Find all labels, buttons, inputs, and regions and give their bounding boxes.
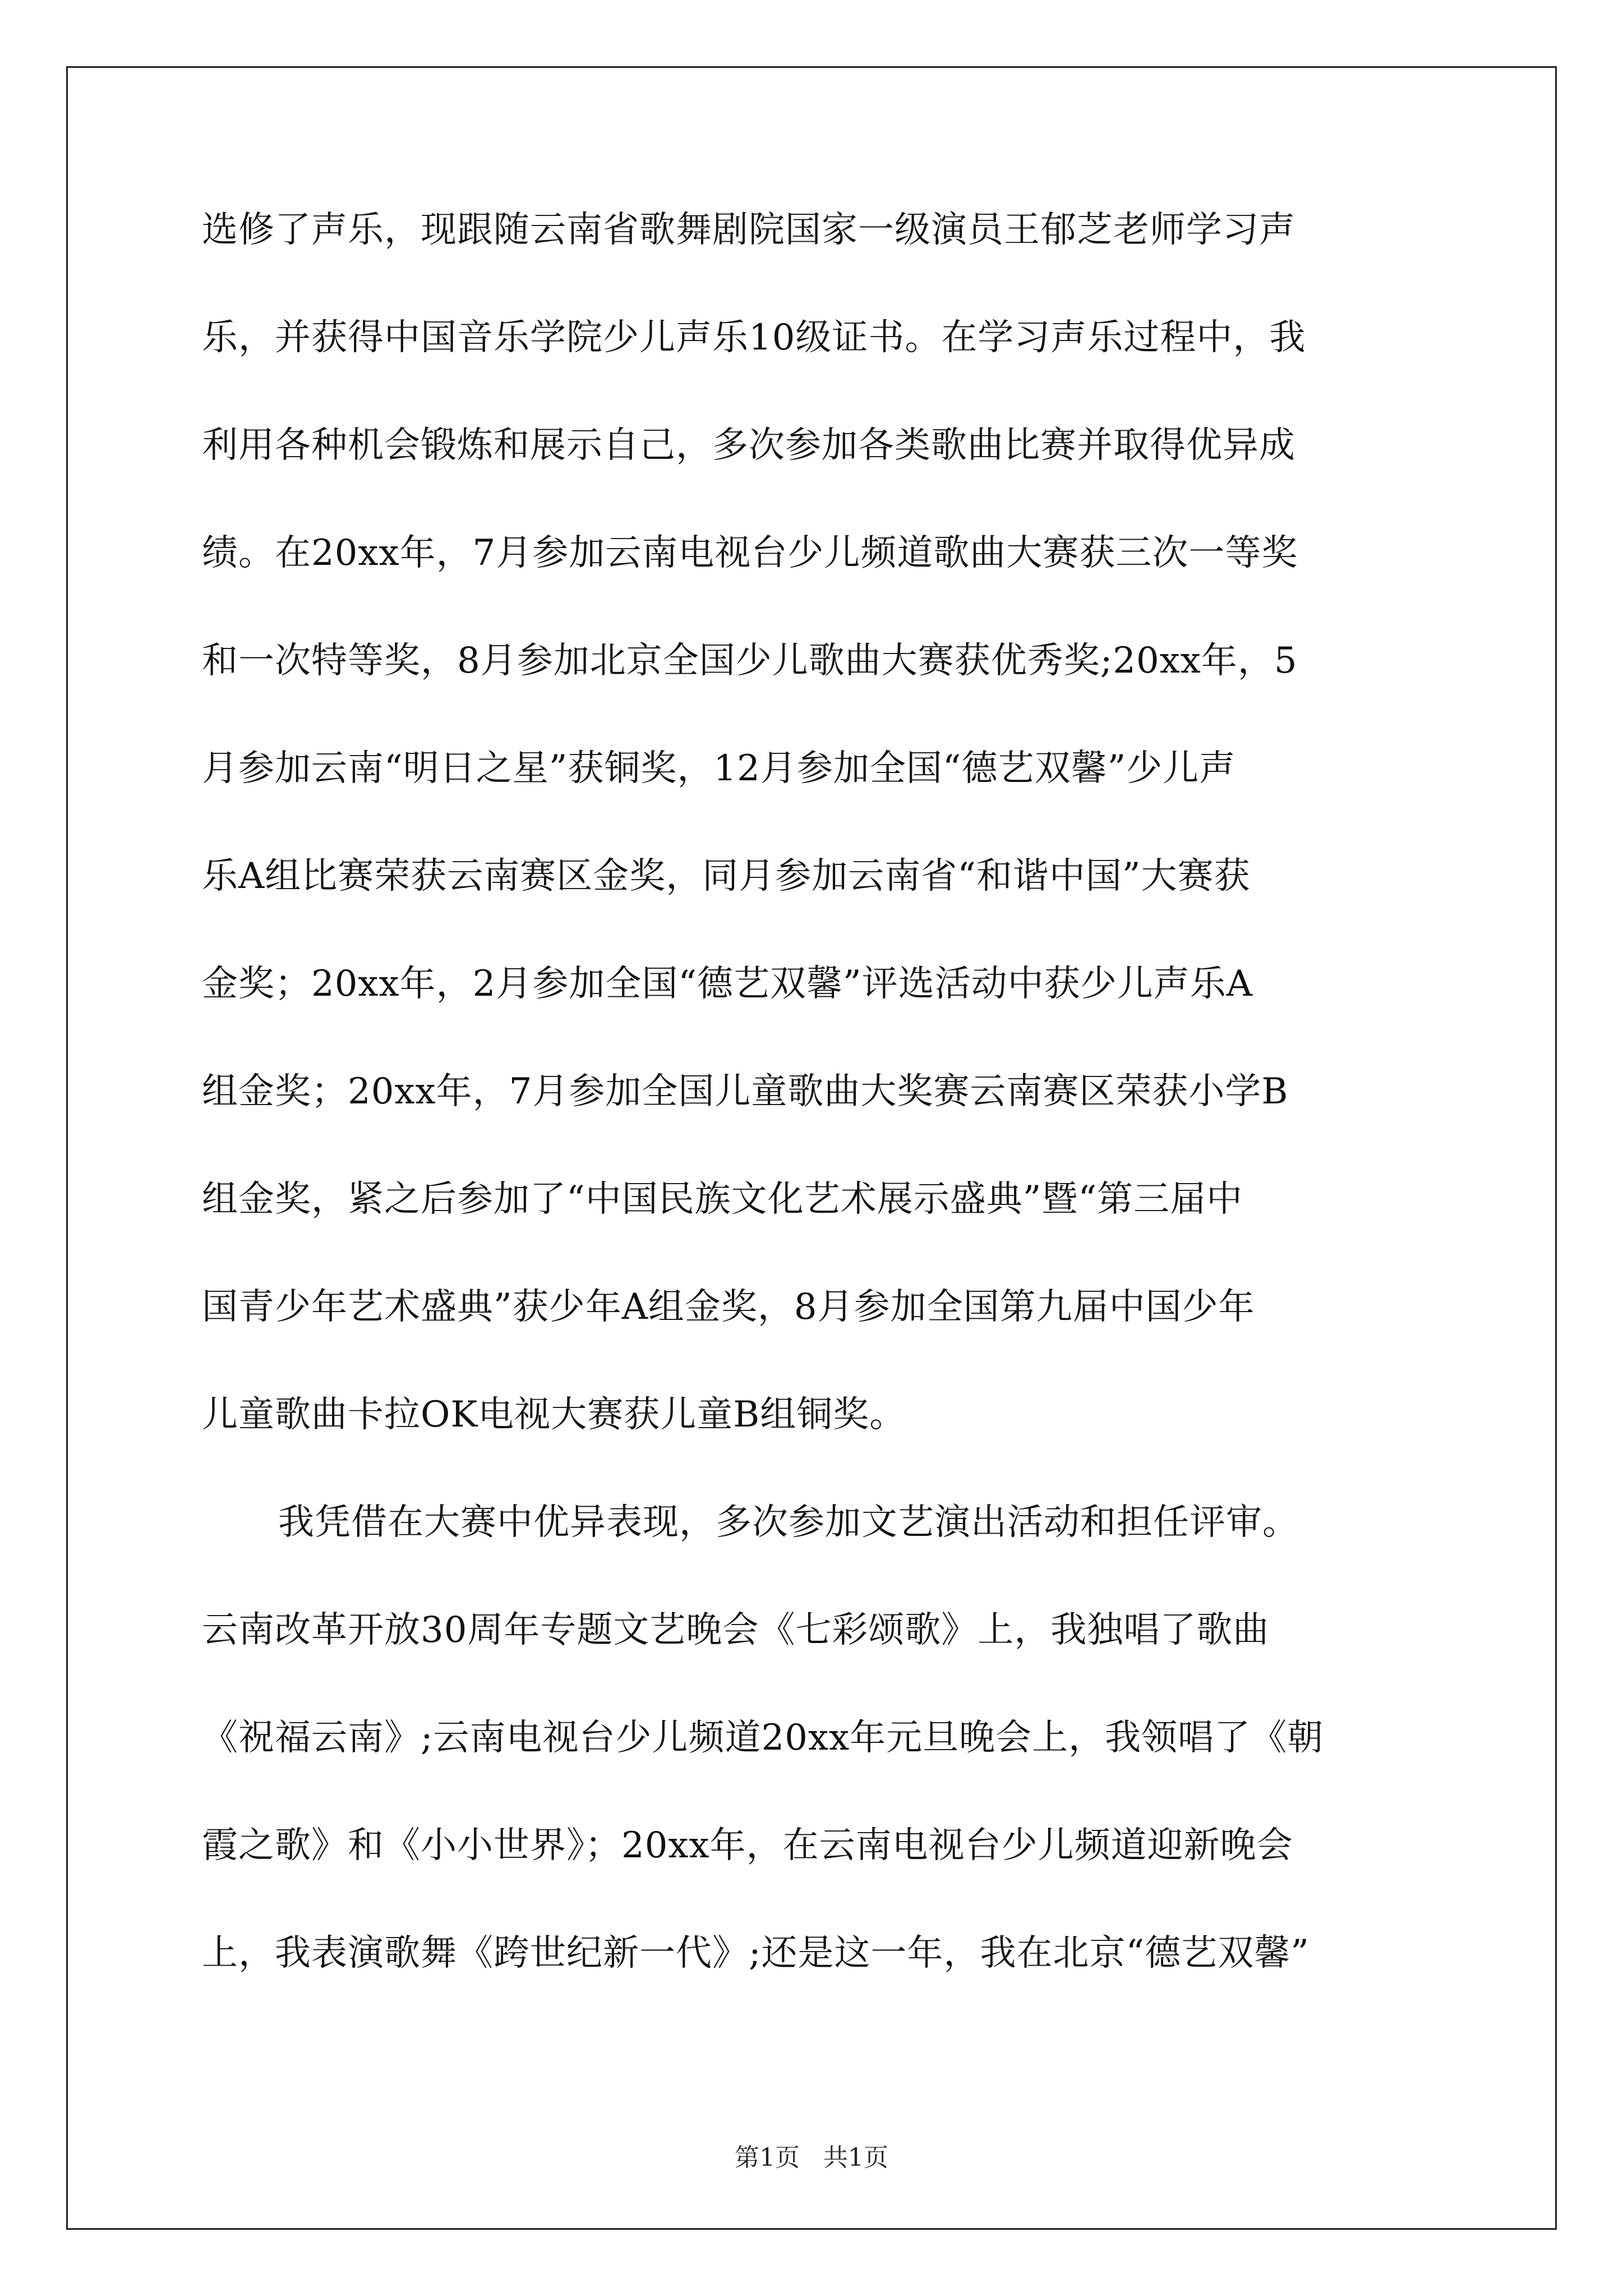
text-line: 儿童歌曲卡拉OK电视大赛获儿童B组铜奖。 bbox=[202, 1394, 906, 1435]
text-line: 选修了声乐，现跟随云南省歌舞剧院国家一级演员王郁芝老师学习声 bbox=[202, 209, 1295, 251]
text-line: 霞之歌》和《小小世界》；20xx年，在云南电视台少儿频道迎新晚会 bbox=[202, 1825, 1293, 1866]
text-line: 月参加云南“明日之星”获铜奖，12月参加全国“德艺双馨”少儿声 bbox=[202, 748, 1236, 789]
page-number: 第1页 bbox=[735, 2143, 800, 2172]
text-line: 和一次特等奖，8月参加北京全国少儿歌曲大赛获优秀奖;20xx年，5 bbox=[202, 640, 1298, 682]
text-line: 绩。在20xx年，7月参加云南电视台少儿频道歌曲大赛获三次一等奖 bbox=[202, 532, 1298, 574]
text-line: 组金奖，紧之后参加了“中国民族文化艺术展示盛典”暨“第三届中 bbox=[202, 1179, 1243, 1220]
paragraph-start-line: 我凭借在大赛中优异表现，多次参加文艺演出活动和担任评审。 bbox=[278, 1502, 1299, 1543]
text-line: 利用各种机会锻炼和展示自己，多次参加各类歌曲比赛并取得优异成 bbox=[202, 425, 1295, 466]
text-line: 金奖；20xx年，2月参加全国“德艺双馨”评选活动中获少儿声乐A bbox=[202, 963, 1253, 1005]
page-total: 共1页 bbox=[823, 2143, 888, 2172]
text-line: 《祝福云南》;云南电视台少儿频道20xx年元旦晚会上，我领唱了《朝 bbox=[202, 1717, 1324, 1759]
text-line: 乐A组比赛荣获云南赛区金奖，同月参加云南省“和谐中国”大赛获 bbox=[202, 855, 1251, 897]
text-line: 组金奖；20xx年，7月参加全国儿童歌曲大奖赛云南赛区荣获小学B bbox=[202, 1071, 1289, 1112]
text-line: 国青少年艺术盛典”获少年A组金奖，8月参加全国第九届中国少年 bbox=[202, 1286, 1255, 1328]
text-line: 云南改革开放30周年专题文艺晚会《七彩颂歌》上，我独唱了歌曲 bbox=[202, 1609, 1270, 1651]
document-body bbox=[202, 203, 1430, 2034]
text-line: 乐，并获得中国音乐学院少儿声乐10级证书。在学习声乐过程中，我 bbox=[202, 317, 1306, 358]
page-footer bbox=[0, 2137, 1623, 2173]
text-line: 上，我表演歌舞《跨世纪新一代》;还是这一年，我在北京“德艺双馨” bbox=[202, 1932, 1310, 1974]
